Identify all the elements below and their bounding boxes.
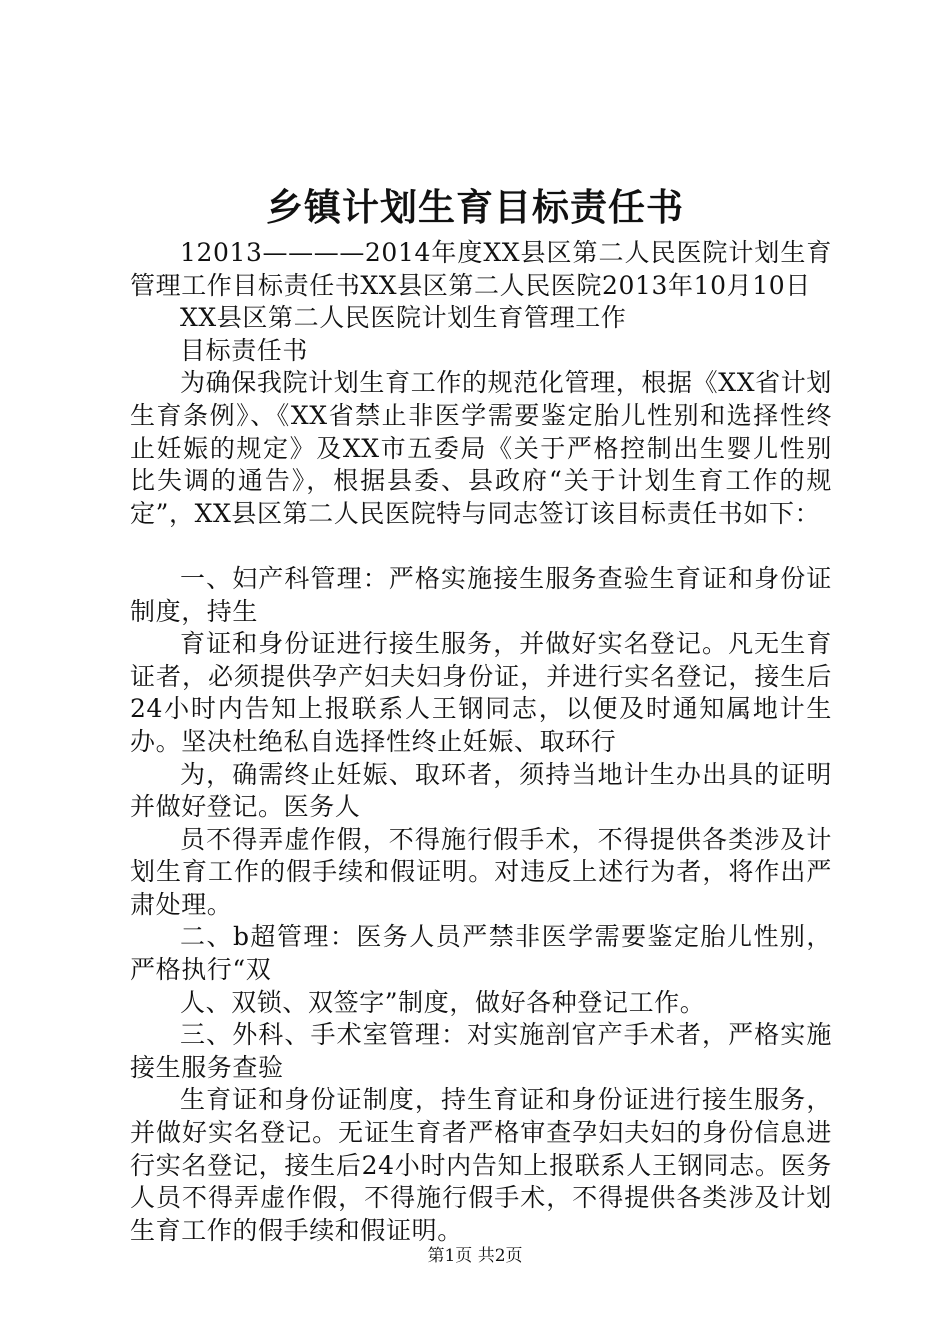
page-number-footer: 第1页 共2页 bbox=[427, 1246, 523, 1266]
document-body bbox=[130, 237, 832, 1247]
paragraph-section-2-heading: 二、b超管理：医务人员严禁非医学需要鉴定胎儿性别，严格执行“双 bbox=[130, 922, 832, 985]
paragraph-section-1-body-a: 育证和身份证进行接生服务，并做好实名登记。凡无生育证者，必须提供孕产妇夫妇身份证，并进行实名登记，接生后24小时内告知上报联系人王钢同志，以便及时通知属地计生办。坚决杜绝私自选择性终止妊娠、取环行 bbox=[130, 629, 832, 756]
paragraph-preamble: 为确保我院计划生育工作的规范化管理，根据《XX省计划生育条例》、《XX省禁止非医学需要鉴定胎儿性别和选择性终止妊娠的规定》及XX市五委局《关于严格控制出生婴儿性别比失调的通告》，根据县委、县政府“关于计划生育工作的规定”，XX县区第二人民医院特与同志签订该目标责任书如下： bbox=[130, 368, 832, 528]
paragraph-section-1-heading: 一、妇产科管理：严格实施接生服务查验生育证和身份证制度，持生 bbox=[130, 563, 832, 626]
paragraph-blank bbox=[130, 530, 832, 563]
paragraph-section-1-body-c: 员不得弄虚作假，不得施行假手术，不得提供各类涉及计划生育工作的假手续和假证明。对违反上述行为者，将作出严肃处理。 bbox=[130, 824, 832, 919]
paragraph-section-3-heading: 三、外科、手术室管理：对实施剖官产手术者，严格实施接生服务查验 bbox=[130, 1020, 832, 1082]
paragraph-section-3-body: 生育证和身份证制度，持生育证和身份证进行接生服务，并做好实名登记。无证生育者严格审查孕妇夫妇的身份信息进行实名登记，接生后24小时内告知上报联系人王钢同志。医务人员不得弄虚作假，不得施行假手术，不得提供各类涉及计划生育工作的假手续和假证明。 bbox=[130, 1085, 832, 1245]
paragraph-section-2-body: 人、双锁、双签字”制度，做好各种登记工作。 bbox=[180, 987, 706, 1017]
document-title: 乡镇计划生育目标责任书 bbox=[266, 186, 684, 229]
paragraph-subtitle-line1: XX县区第二人民医院计划生育管理工作 bbox=[180, 303, 627, 333]
paragraph-subtitle-line2: 目标责任书 bbox=[180, 335, 309, 365]
paragraph-header: 12013————2014年度XX县区第二人民医院计划生育管理工作目标责任书XX县区第二人民医院2013年10月10日 bbox=[130, 238, 832, 300]
paragraph-section-1-body-b: 为，确需终止妊娠、取环者，须持当地计生办出具的证明并做好登记。医务人 bbox=[130, 759, 832, 822]
